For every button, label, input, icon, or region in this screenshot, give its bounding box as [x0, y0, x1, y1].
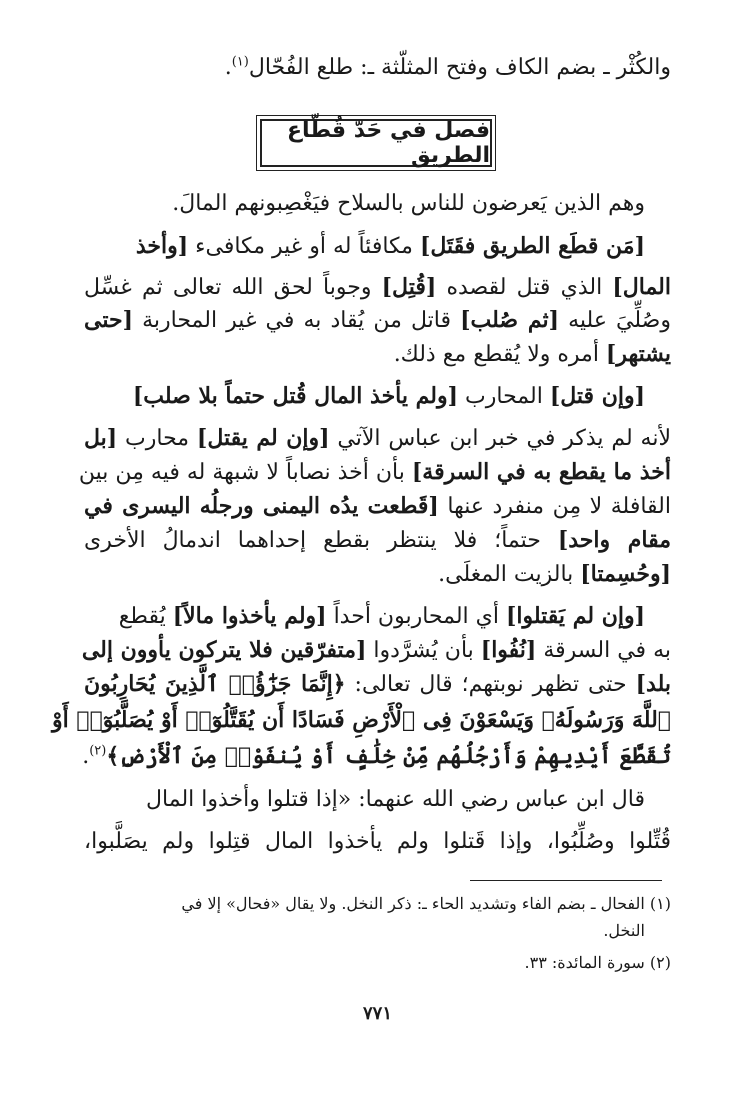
bold-matn-text: المال] — [612, 274, 671, 300]
bold-matn-text: أخذ ما يقطع به في السرقة] — [411, 459, 671, 485]
section-title-frame — [256, 115, 496, 171]
bold-matn-text: [قَطعت يدُه اليمنى ورجلُه اليسرى في — [84, 493, 439, 519]
sharh-text: بأن يُشرَّدوا — [366, 638, 481, 663]
bold-matn-text: مقام واحد] — [557, 527, 671, 553]
para3-line-1 — [133, 376, 645, 417]
footnote-1-line-1: (١) الفحال ـ بضم الفاء وتشديد الحاء ـ: ذكر النخل. ولا يقال «فحال» إلا في — [181, 894, 671, 913]
bold-matn-text: [بل — [84, 425, 118, 451]
para4-line-5 — [82, 736, 671, 777]
sharh-text: المحارب — [458, 384, 550, 409]
footnote-separator — [470, 880, 662, 881]
para4-line-3 — [84, 664, 671, 705]
para2-line-4 — [394, 334, 671, 375]
bold-matn-text: ٱللَّهَ وَرَسُولَهُۥ وَيَسْعَوْنَ فِى ٱلْأَرْضِ فَسَادًا أَن يُقَتَّلُوٓا۟ أَوْ يُصَلَّبُوٓا۟ أَوْ — [52, 707, 671, 733]
bold-matn-text: [ثم صُلب] — [460, 307, 560, 333]
sharh-text: أي المحاربون أحداً — [326, 604, 506, 629]
bold-matn-text: [وإن قتل] — [549, 383, 645, 409]
sharh-text: القافلة لا مِن منفرد عنها — [438, 494, 671, 519]
bold-matn-text: [وأخذ — [135, 233, 189, 259]
bold-matn-text: [ولم يأخذ المال قُتل حتماً بلا صلب] — [132, 383, 459, 409]
sharh-text: قاتل من يُقاد به في غير المحاربة — [132, 308, 461, 333]
sharh-text: حتماً؛ فلا ينتظر بقطع إحداهما اندمالُ الأخرى — [84, 528, 558, 553]
para1-line: وهم الذين يَعرضون للناس بالسلاح فيَغْصِبونهم المالَ. — [172, 191, 645, 216]
sharh-text: أمره ولا يُقطع مع ذلك. — [393, 342, 606, 367]
para5-line-2: قُتِّلوا وصُلِّبُوا، وإذا قَتلوا ولم يأخذوا المال قتِلوا ولم يصَلَّبوا، — [84, 829, 671, 854]
para4-line-4 — [52, 700, 671, 741]
bold-matn-text: [قُتِل] — [381, 274, 437, 300]
sharh-text: مكافئاً له أو غير مكافىء — [188, 234, 420, 259]
para5-line-1: قال ابن عباس رضي الله عنهما: «إذا قتلوا وأخذوا المال — [146, 787, 645, 812]
intro-text: والكُثْر ـ بضم الكاف وفتح المثلّثة ـ: طلع الفُحّال — [248, 55, 671, 80]
sharh-text: بأن أخذ نصاباً لا شبهة له فيه مِن بين — [78, 460, 412, 485]
sharh-text: وصُلِّيَ عليه — [559, 308, 671, 333]
sharh-text: حتى تظهر نوبتهم؛ قال تعالى: — [345, 672, 636, 697]
sharh-text: . — [82, 744, 90, 769]
sharh-text: الذي قتل لقصده — [436, 275, 613, 300]
sharh-text: لأنه لم يذكر في خبر ابن عباس الآتي — [329, 426, 671, 451]
para2-line-1 — [136, 226, 645, 267]
sharh-text: يُقطع — [118, 604, 173, 629]
bold-matn-text: [حتى — [84, 307, 133, 333]
bold-matn-text: [مَن قطَع الطريق فقَتَل] — [419, 233, 645, 259]
sharh-text: بالزيت المغلَى. — [438, 562, 581, 587]
bold-matn-text: [وحُسِمتا] — [580, 561, 671, 587]
bold-matn-text: تُقَطَّعَ أَيْدِيهِمْ وَأَرْجُلُهُم مِّنْ خِلَٰفٍ أَوْ يُنفَوْا۟ مِنَ ٱلْأَرْضِ﴾ — [106, 743, 671, 769]
bold-matn-text: بلد] — [635, 671, 671, 697]
bold-matn-text: ﴿إِنَّمَا جَزَٰٓؤُا۟ ٱلَّذِينَ يُحَارِبُونَ — [84, 671, 346, 697]
bold-matn-text: [نُفُوا] — [480, 637, 537, 663]
bold-matn-text: [وإن لم يَقتلوا] — [505, 603, 645, 629]
para3-line-6 — [438, 554, 671, 595]
page-number: ٧٧١ — [362, 1003, 392, 1024]
footnote-1-line-2: النخل. — [603, 921, 645, 940]
bold-matn-text: [ولم يأخذوا مالاً] — [172, 603, 327, 629]
sharh-text: وجوباً لحق الله تعالى ثم غسِّل — [84, 275, 382, 300]
bold-matn-text: [وإن لم يقتل] — [196, 425, 330, 451]
footnote-ref-1[interactable]: (١) — [231, 54, 249, 70]
bold-matn-text: [متفرّقين فلا يتركون يأوون إلى — [81, 637, 367, 663]
intro-end: . — [224, 55, 232, 80]
intro-line — [225, 48, 671, 88]
sharh-text: به في السرقة — [536, 638, 671, 663]
section-title: فصل في حَدّ قُطّاع الطريق — [260, 119, 492, 167]
footnote-ref[interactable]: (٢) — [89, 743, 107, 759]
bold-matn-text: يشتهر] — [605, 341, 671, 367]
sharh-text: محارب — [117, 426, 197, 451]
footnote-2: (٢) سورة المائدة: ٣٣. — [524, 953, 671, 972]
